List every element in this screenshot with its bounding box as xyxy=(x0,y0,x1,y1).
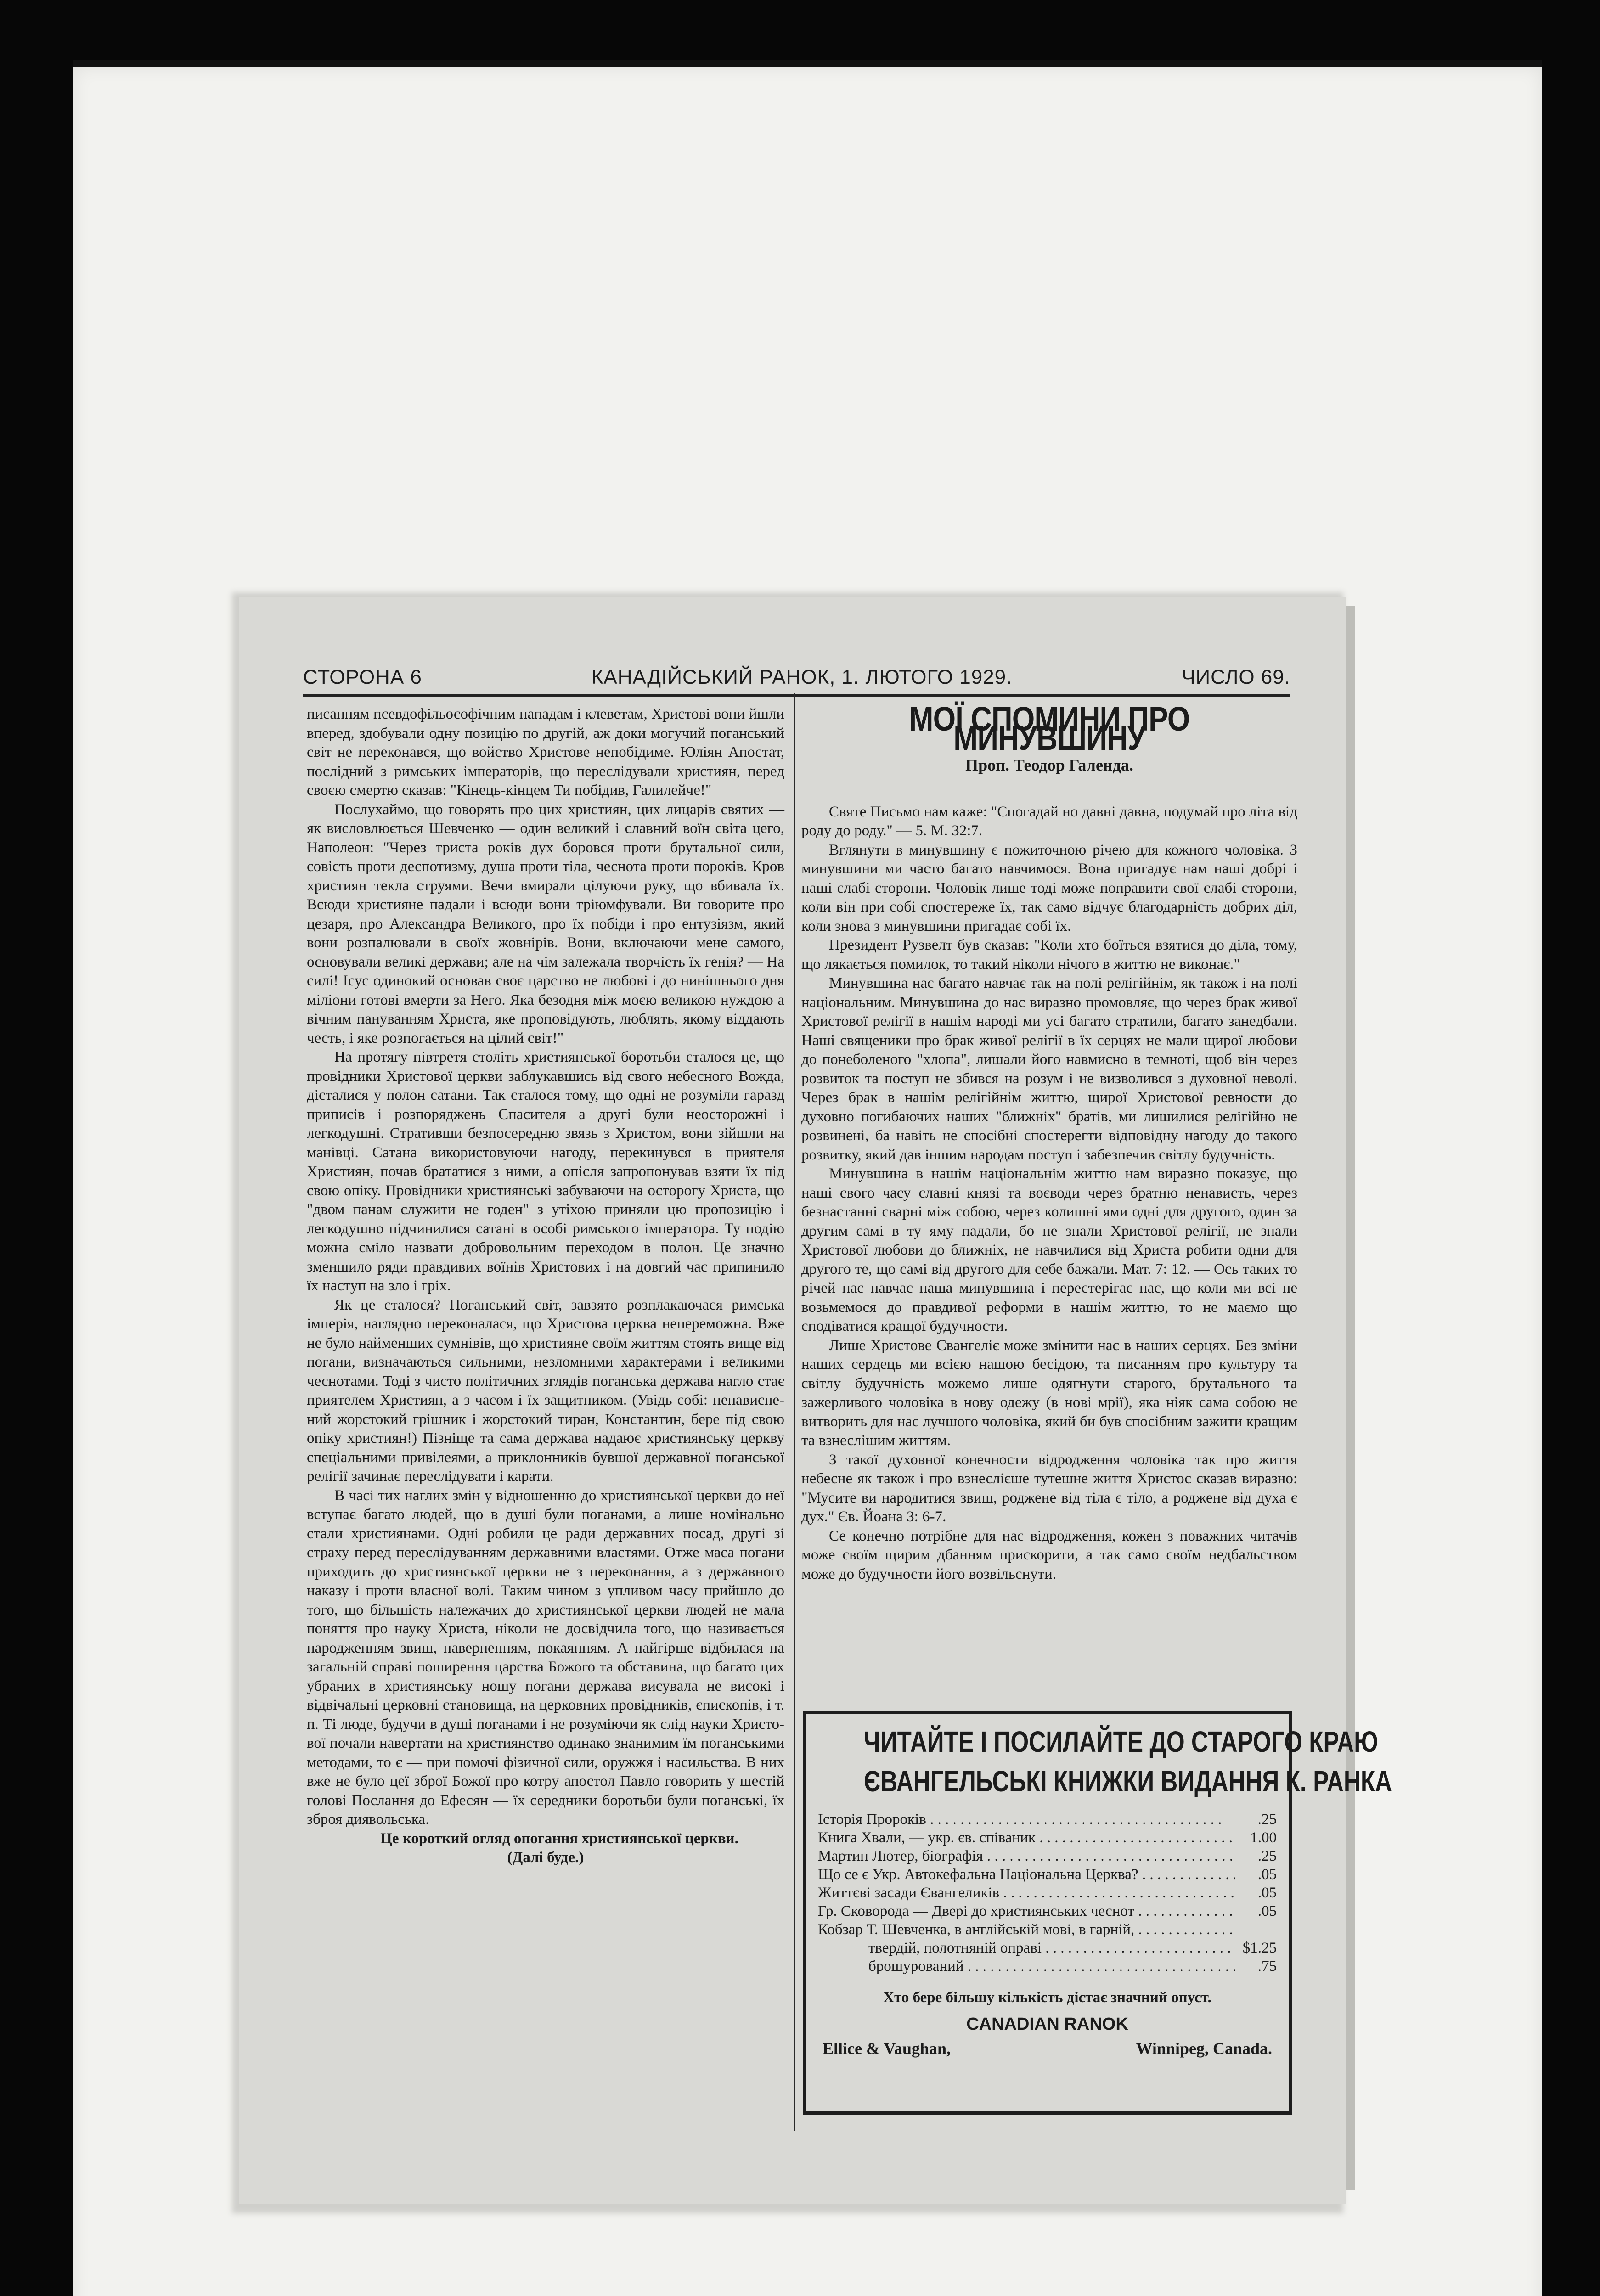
ad-discount-note: Хто бере більшу кількість дістає значний опуст. xyxy=(883,1989,1211,2006)
article-body xyxy=(801,803,1297,1584)
ad-book-item xyxy=(818,1829,1277,1847)
ad-book-title: Мартин Лютер, біографія . . . xyxy=(818,1847,1235,1865)
issue-number: ЧИСЛО 69. xyxy=(1182,666,1290,688)
ad-book-price xyxy=(1235,1920,1277,1939)
page-number: СТОРОНА 6 xyxy=(303,666,422,688)
ad-book-item xyxy=(818,1939,1277,1957)
ad-title-line-1: ЧИТАЙТЕ І ПОСИЛАЙТЕ ДО СТАРОГО КРАЮ xyxy=(863,1725,1378,1758)
ad-book-price: .25 xyxy=(1257,1811,1277,1828)
page-header xyxy=(303,661,1290,689)
ad-address xyxy=(818,2039,1277,2058)
article-paragraph: Минувшина в нашім національнім життю нам виразно показує, що наші свого часу славні князі та воєводи через братню ненависть, через безнастанні сварні між собою, через колишні ями одні для другого, один за другим самі в ту яму падали, бо не знали Христової релігії, не знали Христової любови до ближніх, не навчилися від Христа робити одни для другого те, що самі від другого для себе бажали. Мат. 7: 12. — Ось таких то річей нас навчає наша минувшина і перестерігає нас, що коли ми всі не возьмемося до правдивої реформи в нашім життю, то не маємо що сподіватися кращої будучности. xyxy=(801,1165,1297,1334)
left-column-paragraph: Послухаймо, що говорять про цих християн, цих лицарів святих — як висловлюється Шевченко — один великий і славний воїн світа цего, Наполеон: "Через триста років дух боровся проти брутальної сили, совість проти деспотизму, душа проти тіла, чеснота проти пороків. Кров християн текла струями. Вечи вмирали цілуючи руку, що вбивала їх. Всюди християне падали і всюди вони тріюмфували. Ви говорите про цезаря, про Александра Великого, про їх побіди і про ентузіязм, який вони розпалювали в своїх жовнірів. Вони, включаючи мене самого, основували великі держави; але на чім залежала творчість їх генія? — На силі! Ісус одинокий основав своє царство не любові і до нинішнього дня міліони готові вмерти за Него. Яка безодня між моєю великою нуждою а вічним пануванням Христа, яке проповідують, люблять, якому віддають честь, і яке розпогається на цілий світ!" xyxy=(307,801,784,1047)
ad-book-item xyxy=(818,1920,1277,1939)
article-paragraph: З такої духовної конечности відродження чоловіка так про життя небесне як також і про взнеслієше тутешне життя Христос сказав виразно: "Мусите ви народитися звиш, роджене від тіла є тіло, а роджене від духа є дух." Єв. Йоана 3: 6-7. xyxy=(801,1451,1297,1525)
ad-book-item xyxy=(818,1902,1277,1920)
article-paragraph: Лише Христове Євангеліє може змінити нас в наших серцях. Без зміни наших сердець ми всією нашою бесідою, та писанням про культуру та світлу будучність можемо лише одягнути старого, брутального та зажерливого чоловіка в нову одежу (в нові мрії), яка ніяк сама собою не витворить для нас лучшого чоловіка, який би був спосібним зажити кращим та взнеслішим життям. xyxy=(801,1337,1297,1449)
article-title: МОЇ СПОМИНИ ПРО МИНУВШИНУ xyxy=(909,700,1190,757)
ad-book-price: .05 xyxy=(1257,1903,1277,1919)
newspaper-page xyxy=(239,597,1392,2204)
column-divider xyxy=(794,693,795,2131)
left-column xyxy=(307,705,784,1868)
article-paragraph: Вглянути в минувшину є пожиточною річею для кожного чоловіка. З минувшини ми часто багато навчимося. Вона пригадує нам наші добрі і наші слабі сторони. Чоловік лише тоді може поправити свої слабі сторони, коли він при собі спостереже їх, так само відчує благодарність добрих діл, коли знова з минувшини пригадає собі їх. xyxy=(801,841,1297,934)
ad-book-list xyxy=(818,1810,1277,1975)
ad-book-title: брошурований . . . xyxy=(868,1957,1235,1975)
ad-book-title: Книга Хвали, — укр. єв. співаник . . . xyxy=(818,1829,1235,1847)
ad-address-street: Ellice & Vaughan, xyxy=(823,2039,951,2058)
article-paragraph: Минувшина нас багато навчає так на полі релігійнім, як також і на полі національним. Минувшина до нас виразно промовляє, що через брак живої Христової релігії в нашім народі ми усі багато стратили, багато занедбали. Наші священики про брак живої релігії в їх серцях не мали щирої любови до понеболеного "хлопа", лишали його навмисно в темноті, щоб він через розвиток та поступ не збився на розум і не визволився з духовної неволі. Через брак в нашім релігійнім життю, щирої Христової ревности до духовно погибаючих наших "ближніх" братів, ми лишилися релігійно не розвинені, ба навіть не спосібні спостерегти відповідну нагоду до такого розвитку, який дав іншим народам поступ і забезпечив світлу будучність. xyxy=(801,975,1297,1163)
ad-book-item xyxy=(818,1847,1277,1865)
ad-title-line-2: ЄВАНГЕЛЬСЬКІ КНИЖКИ ВИДАННЯ К. РАНКА xyxy=(863,1765,1392,1798)
ad-book-title: Кобзар Т. Шевченка, в англійській мові, в гарній, . . . xyxy=(818,1920,1235,1939)
article-paragraph: Святе Письмо нам каже: "Спогадай но давні давна, подумай про літа від роду до роду." — 5. М. 32:7. xyxy=(801,803,1297,839)
article-paragraph: Президент Рузвелт був сказав: "Коли хто боїться взятися до діла, тому, що лякається помилок, то такий ніколи нічого в життю не виконає." xyxy=(801,937,1297,973)
masthead: КАНАДІЙСЬКИЙ РАНОК, 1. ЛЮТОГО 1929. xyxy=(591,666,1013,688)
ad-book-price: .25 xyxy=(1257,1848,1277,1864)
ad-book-title: Гр. Сковорода — Двері до християнських чеснот . . . xyxy=(818,1902,1235,1920)
ad-book-title: Життєві засади Євангеликів . . . xyxy=(818,1884,1235,1902)
right-column xyxy=(801,700,1297,1584)
article-author: Проп. Теодор Галенда. xyxy=(965,756,1133,774)
ad-book-item xyxy=(818,1810,1277,1829)
ad-book-item xyxy=(818,1884,1277,1902)
left-column-paragraph: Як це сталося? Поганський світ, завзято розплакаючася римська імперія, наглядно переконалася, що Христова церква непереможна. Вже не було найменших сумнівів, що християне своїм життям стоять вище від погани, визначаються сильними, незломними характерами і великими чеснотами. Тоді з чисто політичних зглядів поганська держава нагло стає приятелем Християн, а з часом і їх защитником. (Увідь собі: ненависнений жорстокий грішник і жорстокий тиран, Константин, бере під свою опіку християн!) Пізніще та сама держава надаює християнську церкву спеціальними привілеями, а приклонників бувшої державної поганської релігії зачинає переслідувати і карати. xyxy=(307,1296,784,1485)
left-column-paragraph: Це короткий огляд опогання християнської церкви. xyxy=(380,1830,738,1847)
ad-book-price: .75 xyxy=(1257,1958,1277,1975)
ad-book-title: твердій, полотняній оправі . . . xyxy=(868,1939,1235,1957)
book-advertisement xyxy=(803,1711,1392,2115)
left-column-paragraph: (Далі буде.) xyxy=(507,1849,584,1866)
ad-book-item xyxy=(818,1957,1277,1975)
ad-book-item xyxy=(818,1865,1277,1884)
ad-book-price: 1.00 xyxy=(1250,1829,1277,1846)
header-rule xyxy=(303,694,1290,697)
ad-publisher: CANADIAN RANOK xyxy=(966,2015,1128,2034)
ad-book-price: .05 xyxy=(1257,1885,1277,1901)
ad-address-city: Winnipeg, Canada. xyxy=(1136,2039,1272,2058)
ad-book-title: Що се є Укр. Автокефальна Національна Церква? . . . xyxy=(818,1865,1235,1884)
left-column-paragraph: В часі тих наглих змін у відношенню до християнської церкви до неї вступає багато людей, що в душі були поганами, а лише номінально стали християнами. Одні робили це ради державних посад, другі зі страху перед переслідуванням державними властями. Отже маса погани приходить до християнської церкви не з переконання, а з державного наказу і проти власної волі. Таким чином з упливом часу прийшло до того, що більшість належачих до християнської церкви людей не мала поняття про науку Христа, ніколи не досвідчила того, що називається народженням звиш, наверненням, покаянням. А найгірше відбилася на загальній справі поширення царства Божого та обставина, що багато цих убраних в християнську ношу погани держава висувала не високі і відвічальні церковні становища, на церковних провідників, єпископів, і т. п. Ті люде, будучи в душі поганами і не розуміючи як слід науки Христової почали навертати на християнство одинако знанимим їм поганськими методами, то є — при помочі фізичної сили, оружжя і насильства. В них вже не було цеї зброї Божої про котру апостол Павло говорить у шестій голові Послання до Ефесян — їх середники боротьби були поганські, їх зброя диявольська. xyxy=(307,1487,784,1828)
ad-book-title: Історія Пророків . . . xyxy=(818,1810,1235,1829)
ad-book-price: $1.25 xyxy=(1242,1940,1277,1956)
article-paragraph: Се конечно потрібне для нас відродження, кожен з поважних читачів може своїм щирим дбанням прискорити, а так само своїм недбальством може до будучности його возвільснути. xyxy=(801,1527,1297,1582)
ad-book-price: .05 xyxy=(1257,1866,1277,1883)
left-column-paragraph: писанням псевдофільософічним нападам і клеветам, Христові вони йшли вперед, здобували одну позицію по другій, аж доки могучий поганський світ не переконався, що войство Христове непобідиме. Юліян Апостат, послідний з римських імператорів, що переслідували християн, перед своєю смертю сказав: "Кінець-кінцем Ти побідив, Галилейче!" xyxy=(307,706,784,799)
left-column-paragraph: На протягу півтретя століть християнської боротьби сталося це, що провідники Христової церкви заблукавшись від свого небесного Вожда, дісталися у полон сатани. Так сталося тому, що одні не розуміли гаразд приписів і розпоряджень Спасителя а другі були неосторожні і легкодушні. Стративши безпосередню звязь з Христом, вони зійшли на манівці. Сатана використовуючи нагоду, перекинувся в приятеля Християн, почав брататися з ними, а опісля запропонував взяти їх під свою опіку. Провідники християнські забуваючи на осторогу Христа, що "двом панам служити не годен" з утіхою приняли цю пропозицію і легкодушно підчинилися сатані в особі римського імператора. Ту подію можна сміло назвати добровольним переходом в полон. Це значно зменшило ряди правдивих воїнів Христових і на довгий час припинило їх наступ на зло і гріх. xyxy=(307,1049,784,1294)
